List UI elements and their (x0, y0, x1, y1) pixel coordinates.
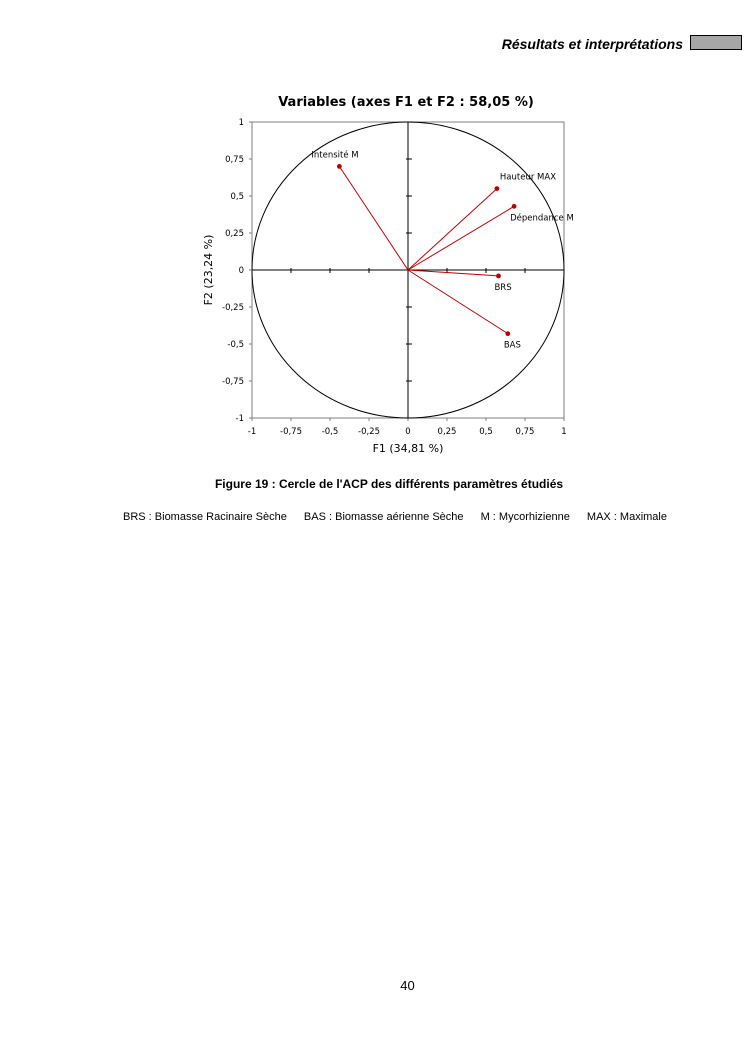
legend-max: MAX : Maximale (586, 511, 667, 523)
x-tick-label: -0,25 (358, 427, 380, 437)
y-tick-label: 0,25 (225, 229, 244, 239)
vector-endpoint (496, 274, 501, 279)
y-tick-label: 1 (238, 118, 244, 128)
x-tick-label: 0,5 (479, 427, 493, 437)
vector-line (408, 206, 514, 270)
x-tick-label: 1 (561, 427, 567, 437)
legend-brs: BRS : Biomasse Racinaire Sèche (123, 511, 287, 523)
vector-line (408, 189, 497, 270)
x-tick-label: -1 (247, 427, 257, 437)
y-tick-label: -0,25 (222, 303, 244, 313)
vector-line (408, 270, 508, 334)
legend-bas: BAS : Biomasse aérienne Sèche (303, 511, 464, 523)
y-tick-label: -0,5 (227, 340, 244, 350)
x-axis-label: F1 (34,81 %) (372, 442, 444, 455)
pca-correlation-circle-chart (196, 84, 586, 464)
y-axis-label: F2 (23,24 %) (202, 234, 215, 306)
vector-label: Hauteur MAX (499, 172, 557, 183)
abbreviation-legend (123, 511, 683, 523)
page-number: 40 (400, 978, 415, 993)
y-tick-label: 0 (238, 266, 244, 276)
vector-endpoint (512, 204, 517, 209)
vector-endpoint (337, 164, 342, 169)
y-tick-label: -1 (235, 414, 244, 424)
x-tick-label: -0,75 (280, 427, 302, 437)
y-tick-label: -0,75 (222, 377, 244, 387)
vector-endpoint (505, 331, 510, 336)
chart-title: Variables (axes F1 et F2 : 58,05 %) (278, 95, 534, 110)
vector-label: BAS (503, 340, 521, 351)
x-tick-label: 0,25 (437, 427, 457, 437)
header-decor-box (690, 35, 742, 50)
x-tick-label: -0,5 (321, 427, 339, 437)
vector-line (339, 166, 408, 270)
y-tick-label: 0,75 (225, 155, 244, 165)
vector-line (408, 270, 498, 276)
legend-m: M : Mycorhizienne (480, 511, 570, 523)
figure-caption: Figure 19 : Cercle de l'ACP des différents paramètres étudiés (214, 477, 564, 491)
vector-label: Intensité M (311, 150, 359, 161)
chart-svg (196, 84, 586, 464)
y-tick-label: 0,5 (230, 192, 244, 202)
vector-label: BRS (494, 282, 512, 293)
x-tick-label: 0 (405, 427, 411, 437)
x-tick-label: 0,75 (515, 427, 535, 437)
vector-endpoint (495, 186, 500, 191)
vector-label: Dépendance M (510, 213, 574, 224)
section-header-title: Résultats et interprétations (501, 36, 683, 52)
